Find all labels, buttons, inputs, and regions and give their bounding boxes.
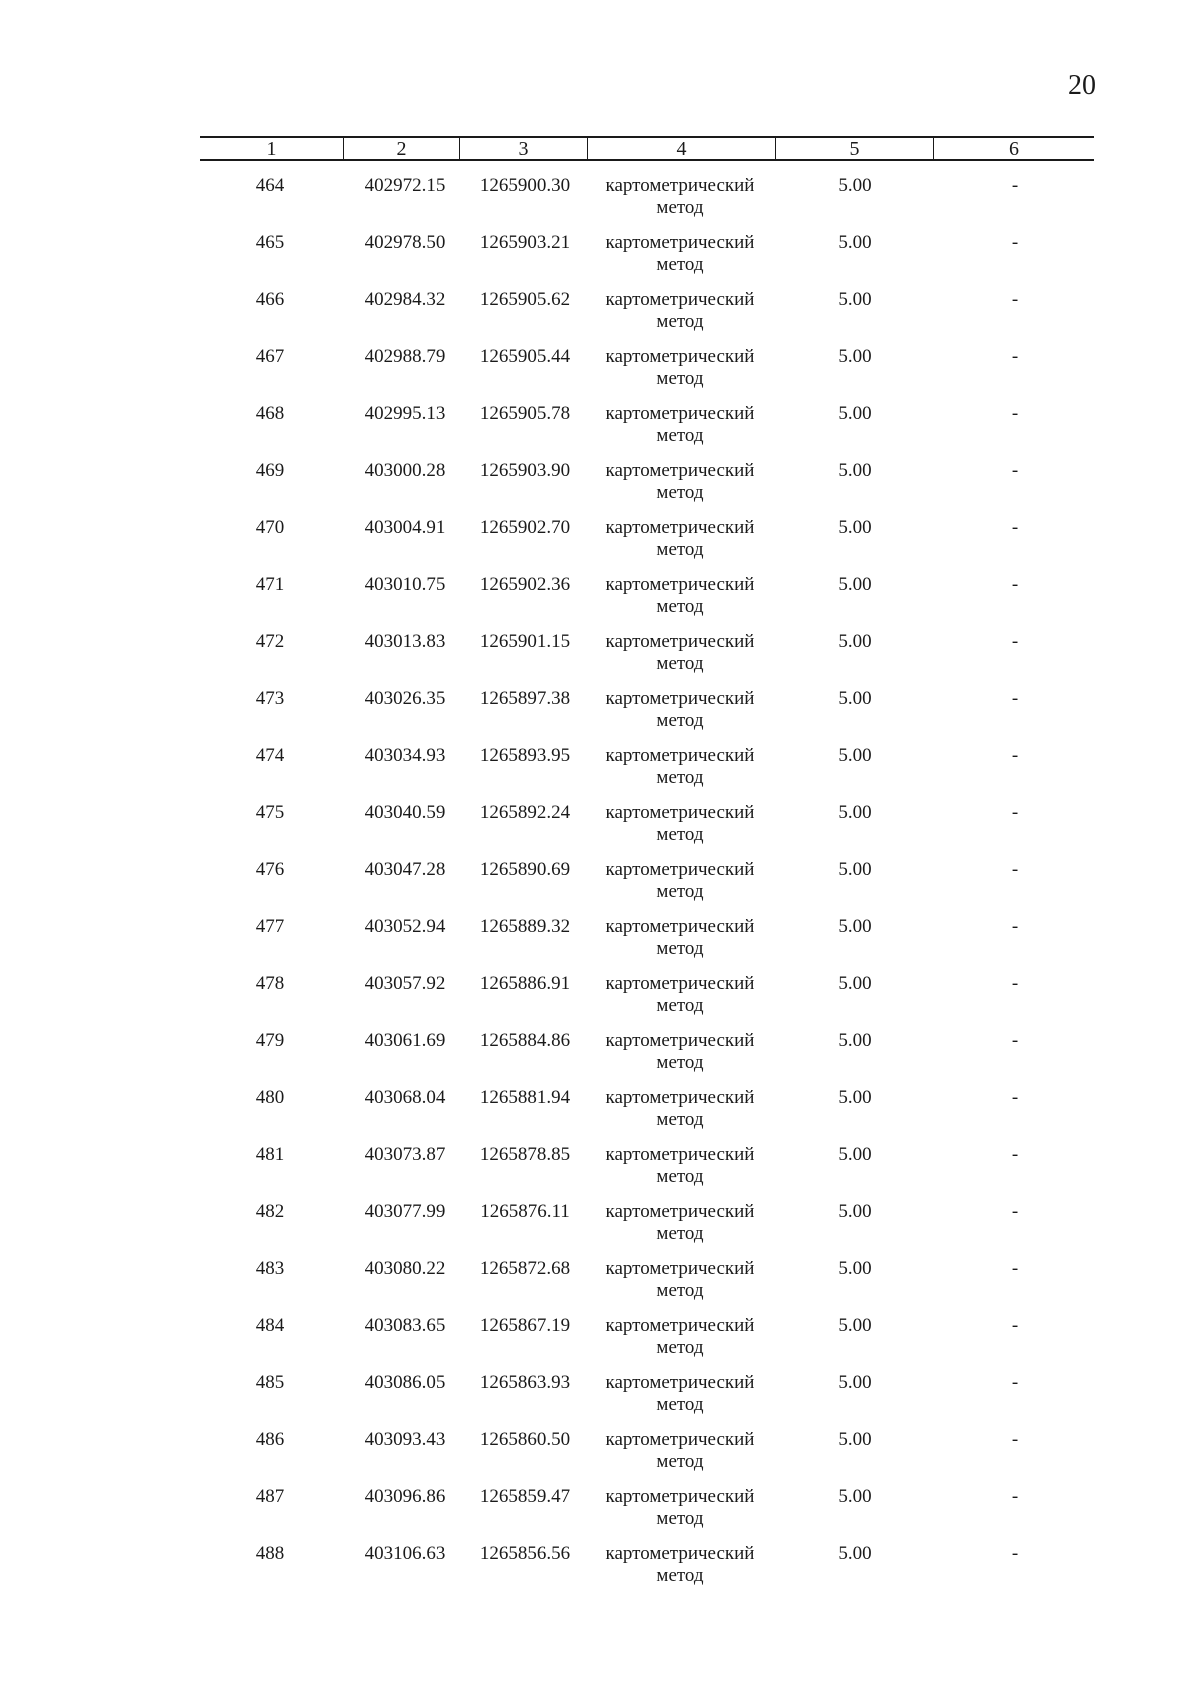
accuracy-value: 5.00 bbox=[838, 1429, 872, 1450]
method-line-2: метод bbox=[656, 995, 704, 1016]
method-line-2: метод bbox=[656, 1223, 704, 1244]
table-row bbox=[0, 859, 1200, 916]
method-line-2: метод bbox=[656, 539, 704, 560]
method-line-1: картометрический bbox=[605, 802, 755, 823]
column-header-2: 2 bbox=[344, 138, 460, 159]
method-line-2: метод bbox=[656, 311, 704, 332]
method-line-1: картометрический bbox=[605, 745, 755, 766]
coord-y: 1265893.95 bbox=[479, 745, 571, 766]
coord-y: 1265903.21 bbox=[479, 232, 571, 253]
coord-x: 403040.59 bbox=[364, 802, 446, 823]
description-value: - bbox=[1011, 1030, 1019, 1051]
table-row bbox=[0, 916, 1200, 973]
accuracy-value: 5.00 bbox=[838, 1030, 872, 1051]
method-cell bbox=[590, 175, 770, 219]
accuracy-value: 5.00 bbox=[838, 574, 872, 595]
coord-y: 1265867.19 bbox=[479, 1315, 571, 1336]
accuracy-value: 5.00 bbox=[838, 232, 872, 253]
method-cell bbox=[590, 460, 770, 504]
description-value: - bbox=[1011, 1429, 1019, 1450]
coord-y: 1265905.44 bbox=[479, 346, 571, 367]
method-cell bbox=[590, 403, 770, 447]
accuracy-value: 5.00 bbox=[838, 973, 872, 994]
point-number: 466 bbox=[255, 289, 285, 310]
accuracy-value: 5.00 bbox=[838, 346, 872, 367]
method-line-1: картометрический bbox=[605, 973, 755, 994]
method-line-2: метод bbox=[656, 1280, 704, 1301]
table-row bbox=[0, 1144, 1200, 1201]
table-row bbox=[0, 802, 1200, 859]
method-cell bbox=[590, 1543, 770, 1587]
coord-x: 403047.28 bbox=[364, 859, 446, 880]
accuracy-value: 5.00 bbox=[838, 1315, 872, 1336]
description-value: - bbox=[1011, 1486, 1019, 1507]
coord-x: 403010.75 bbox=[364, 574, 446, 595]
coord-x: 402978.50 bbox=[364, 232, 446, 253]
point-number: 470 bbox=[255, 517, 285, 538]
table-row bbox=[0, 1315, 1200, 1372]
method-line-1: картометрический bbox=[605, 346, 755, 367]
method-line-1: картометрический bbox=[605, 916, 755, 937]
coord-y: 1265902.36 bbox=[479, 574, 571, 595]
point-number: 479 bbox=[255, 1030, 285, 1051]
description-value: - bbox=[1011, 745, 1019, 766]
coord-x: 402995.13 bbox=[364, 403, 446, 424]
description-value: - bbox=[1011, 1201, 1019, 1222]
method-line-2: метод bbox=[656, 938, 704, 959]
method-line-2: метод bbox=[656, 881, 704, 902]
method-line-2: метод bbox=[656, 1166, 704, 1187]
method-line-2: метод bbox=[656, 368, 704, 389]
column-header-4: 4 bbox=[588, 138, 776, 159]
coord-y: 1265881.94 bbox=[479, 1087, 571, 1108]
accuracy-value: 5.00 bbox=[838, 688, 872, 709]
description-value: - bbox=[1011, 1144, 1019, 1165]
coord-y: 1265872.68 bbox=[479, 1258, 571, 1279]
point-number: 484 bbox=[255, 1315, 285, 1336]
coord-x: 402984.32 bbox=[364, 289, 446, 310]
description-value: - bbox=[1011, 859, 1019, 880]
description-value: - bbox=[1011, 1258, 1019, 1279]
table-header bbox=[200, 136, 1094, 161]
method-cell bbox=[590, 802, 770, 846]
coord-y: 1265900.30 bbox=[479, 175, 571, 196]
description-value: - bbox=[1011, 973, 1019, 994]
point-number: 475 bbox=[255, 802, 285, 823]
accuracy-value: 5.00 bbox=[838, 1372, 872, 1393]
method-line-1: картометрический bbox=[605, 403, 755, 424]
coord-y: 1265889.32 bbox=[479, 916, 571, 937]
point-number: 476 bbox=[255, 859, 285, 880]
method-cell bbox=[590, 688, 770, 732]
coord-y: 1265901.15 bbox=[479, 631, 571, 652]
description-value: - bbox=[1011, 574, 1019, 595]
coord-x: 403093.43 bbox=[364, 1429, 446, 1450]
table-row bbox=[0, 1201, 1200, 1258]
accuracy-value: 5.00 bbox=[838, 175, 872, 196]
point-number: 488 bbox=[255, 1543, 285, 1564]
coord-x: 403004.91 bbox=[364, 517, 446, 538]
description-value: - bbox=[1011, 1315, 1019, 1336]
method-cell bbox=[590, 1315, 770, 1359]
description-value: - bbox=[1011, 289, 1019, 310]
coord-x: 403073.87 bbox=[364, 1144, 446, 1165]
coord-x: 403096.86 bbox=[364, 1486, 446, 1507]
table-row bbox=[0, 175, 1200, 232]
table-row bbox=[0, 1258, 1200, 1315]
description-value: - bbox=[1011, 232, 1019, 253]
method-line-2: метод bbox=[656, 1508, 704, 1529]
point-number: 477 bbox=[255, 916, 285, 937]
method-cell bbox=[590, 1486, 770, 1530]
coord-y: 1265903.90 bbox=[479, 460, 571, 481]
point-number: 482 bbox=[255, 1201, 285, 1222]
coord-x: 403068.04 bbox=[364, 1087, 446, 1108]
method-line-2: метод bbox=[656, 425, 704, 446]
table-row bbox=[0, 574, 1200, 631]
table-row bbox=[0, 517, 1200, 574]
point-number: 473 bbox=[255, 688, 285, 709]
point-number: 478 bbox=[255, 973, 285, 994]
method-line-1: картометрический bbox=[605, 289, 755, 310]
coord-x: 403083.65 bbox=[364, 1315, 446, 1336]
table-row bbox=[0, 688, 1200, 745]
table-row bbox=[0, 346, 1200, 403]
method-line-1: картометрический bbox=[605, 1429, 755, 1450]
accuracy-value: 5.00 bbox=[838, 631, 872, 652]
coord-x: 403077.99 bbox=[364, 1201, 446, 1222]
description-value: - bbox=[1011, 403, 1019, 424]
page-number: 20 bbox=[1068, 70, 1096, 101]
method-line-2: метод bbox=[656, 197, 704, 218]
description-value: - bbox=[1011, 175, 1019, 196]
coord-x: 403013.83 bbox=[364, 631, 446, 652]
coord-y: 1265905.62 bbox=[479, 289, 571, 310]
point-number: 486 bbox=[255, 1429, 285, 1450]
coord-x: 403057.92 bbox=[364, 973, 446, 994]
method-line-1: картометрический bbox=[605, 232, 755, 253]
table-row bbox=[0, 1030, 1200, 1087]
method-line-1: картометрический bbox=[605, 1030, 755, 1051]
column-header-1: 1 bbox=[200, 138, 344, 159]
coord-x: 403034.93 bbox=[364, 745, 446, 766]
accuracy-value: 5.00 bbox=[838, 1144, 872, 1165]
method-line-1: картометрический bbox=[605, 460, 755, 481]
accuracy-value: 5.00 bbox=[838, 1087, 872, 1108]
method-cell bbox=[590, 1201, 770, 1245]
description-value: - bbox=[1011, 631, 1019, 652]
method-line-2: метод bbox=[656, 1337, 704, 1358]
method-cell bbox=[590, 289, 770, 333]
column-header-6: 6 bbox=[1009, 138, 1019, 160]
coord-x: 403061.69 bbox=[364, 1030, 446, 1051]
method-line-2: метод bbox=[656, 596, 704, 617]
coord-y: 1265876.11 bbox=[480, 1201, 570, 1222]
method-line-2: метод bbox=[656, 254, 704, 275]
method-line-1: картометрический bbox=[605, 1144, 755, 1165]
method-line-1: картометрический bbox=[605, 1486, 755, 1507]
method-line-1: картометрический bbox=[605, 1543, 755, 1564]
accuracy-value: 5.00 bbox=[838, 403, 872, 424]
accuracy-value: 5.00 bbox=[838, 859, 872, 880]
point-number: 467 bbox=[255, 346, 285, 367]
coord-x: 403052.94 bbox=[364, 916, 446, 937]
point-number: 469 bbox=[255, 460, 285, 481]
coord-y: 1265863.93 bbox=[479, 1372, 571, 1393]
coord-x: 402972.15 bbox=[364, 175, 446, 196]
description-value: - bbox=[1011, 916, 1019, 937]
method-line-1: картометрический bbox=[605, 1315, 755, 1336]
table-row bbox=[0, 460, 1200, 517]
table-row bbox=[0, 403, 1200, 460]
method-line-2: метод bbox=[656, 482, 704, 503]
point-number: 485 bbox=[255, 1372, 285, 1393]
coord-y: 1265890.69 bbox=[479, 859, 571, 880]
column-header-3: 3 bbox=[460, 138, 588, 159]
method-line-1: картометрический bbox=[605, 1201, 755, 1222]
method-line-2: метод bbox=[656, 1394, 704, 1415]
method-line-2: метод bbox=[656, 653, 704, 674]
method-cell bbox=[590, 1087, 770, 1131]
point-number: 464 bbox=[255, 175, 285, 196]
method-cell bbox=[590, 517, 770, 561]
description-value: - bbox=[1011, 460, 1019, 481]
method-cell bbox=[590, 631, 770, 675]
table-row bbox=[0, 1486, 1200, 1543]
method-cell bbox=[590, 1429, 770, 1473]
coord-y: 1265897.38 bbox=[479, 688, 571, 709]
table-row bbox=[0, 1429, 1200, 1486]
method-line-1: картометрический bbox=[605, 1087, 755, 1108]
point-number: 465 bbox=[255, 232, 285, 253]
method-line-1: картометрический bbox=[605, 574, 755, 595]
accuracy-value: 5.00 bbox=[838, 802, 872, 823]
description-value: - bbox=[1011, 1087, 1019, 1108]
method-line-2: метод bbox=[656, 1052, 704, 1073]
method-line-2: метод bbox=[656, 767, 704, 788]
method-cell bbox=[590, 745, 770, 789]
table-body bbox=[0, 175, 1200, 1600]
table-row bbox=[0, 631, 1200, 688]
coord-x: 403000.28 bbox=[364, 460, 446, 481]
coord-y: 1265886.91 bbox=[479, 973, 571, 994]
description-value: - bbox=[1011, 1372, 1019, 1393]
accuracy-value: 5.00 bbox=[838, 289, 872, 310]
column-header-5: 5 bbox=[776, 138, 934, 159]
method-line-2: метод bbox=[656, 1109, 704, 1130]
method-line-1: картометрический bbox=[605, 175, 755, 196]
point-number: 483 bbox=[255, 1258, 285, 1279]
method-cell bbox=[590, 1372, 770, 1416]
coord-y: 1265859.47 bbox=[479, 1486, 571, 1507]
accuracy-value: 5.00 bbox=[838, 1486, 872, 1507]
method-line-2: метод bbox=[656, 1565, 704, 1586]
coord-y: 1265905.78 bbox=[479, 403, 571, 424]
method-cell bbox=[590, 574, 770, 618]
point-number: 468 bbox=[255, 403, 285, 424]
coord-y: 1265878.85 bbox=[479, 1144, 571, 1165]
accuracy-value: 5.00 bbox=[838, 517, 872, 538]
point-number: 474 bbox=[255, 745, 285, 766]
table-row bbox=[0, 289, 1200, 346]
accuracy-value: 5.00 bbox=[838, 1543, 872, 1564]
coord-x: 403026.35 bbox=[364, 688, 446, 709]
coord-y: 1265856.56 bbox=[479, 1543, 571, 1564]
method-cell bbox=[590, 973, 770, 1017]
table-row bbox=[0, 745, 1200, 802]
method-line-2: метод bbox=[656, 710, 704, 731]
point-number: 471 bbox=[255, 574, 285, 595]
coord-x: 403106.63 bbox=[364, 1543, 446, 1564]
description-value: - bbox=[1011, 1543, 1019, 1564]
method-line-1: картометрический bbox=[605, 859, 755, 880]
description-value: - bbox=[1011, 802, 1019, 823]
accuracy-value: 5.00 bbox=[838, 460, 872, 481]
table-row bbox=[0, 973, 1200, 1030]
table-row bbox=[0, 1087, 1200, 1144]
description-value: - bbox=[1011, 688, 1019, 709]
accuracy-value: 5.00 bbox=[838, 916, 872, 937]
method-cell bbox=[590, 916, 770, 960]
description-value: - bbox=[1011, 517, 1019, 538]
method-cell bbox=[590, 232, 770, 276]
table-row bbox=[0, 1543, 1200, 1600]
method-cell bbox=[590, 346, 770, 390]
coord-x: 403086.05 bbox=[364, 1372, 446, 1393]
coord-y: 1265860.50 bbox=[479, 1429, 571, 1450]
method-line-2: метод bbox=[656, 1451, 704, 1472]
method-cell bbox=[590, 1258, 770, 1302]
point-number: 487 bbox=[255, 1486, 285, 1507]
table-row bbox=[0, 1372, 1200, 1429]
accuracy-value: 5.00 bbox=[838, 1258, 872, 1279]
coord-x: 403080.22 bbox=[364, 1258, 446, 1279]
method-line-1: картометрический bbox=[605, 688, 755, 709]
point-number: 480 bbox=[255, 1087, 285, 1108]
method-line-1: картометрический bbox=[605, 517, 755, 538]
table-row bbox=[0, 232, 1200, 289]
accuracy-value: 5.00 bbox=[838, 745, 872, 766]
method-line-1: картометрический bbox=[605, 631, 755, 652]
accuracy-value: 5.00 bbox=[838, 1201, 872, 1222]
description-value: - bbox=[1011, 346, 1019, 367]
method-line-1: картометрический bbox=[605, 1258, 755, 1279]
method-cell bbox=[590, 1030, 770, 1074]
point-number: 481 bbox=[255, 1144, 285, 1165]
method-line-2: метод bbox=[656, 824, 704, 845]
coord-y: 1265884.86 bbox=[479, 1030, 571, 1051]
point-number: 472 bbox=[255, 631, 285, 652]
method-cell bbox=[590, 1144, 770, 1188]
coord-y: 1265892.24 bbox=[479, 802, 571, 823]
coord-y: 1265902.70 bbox=[479, 517, 571, 538]
method-line-1: картометрический bbox=[605, 1372, 755, 1393]
method-cell bbox=[590, 859, 770, 903]
coord-x: 402988.79 bbox=[364, 346, 446, 367]
